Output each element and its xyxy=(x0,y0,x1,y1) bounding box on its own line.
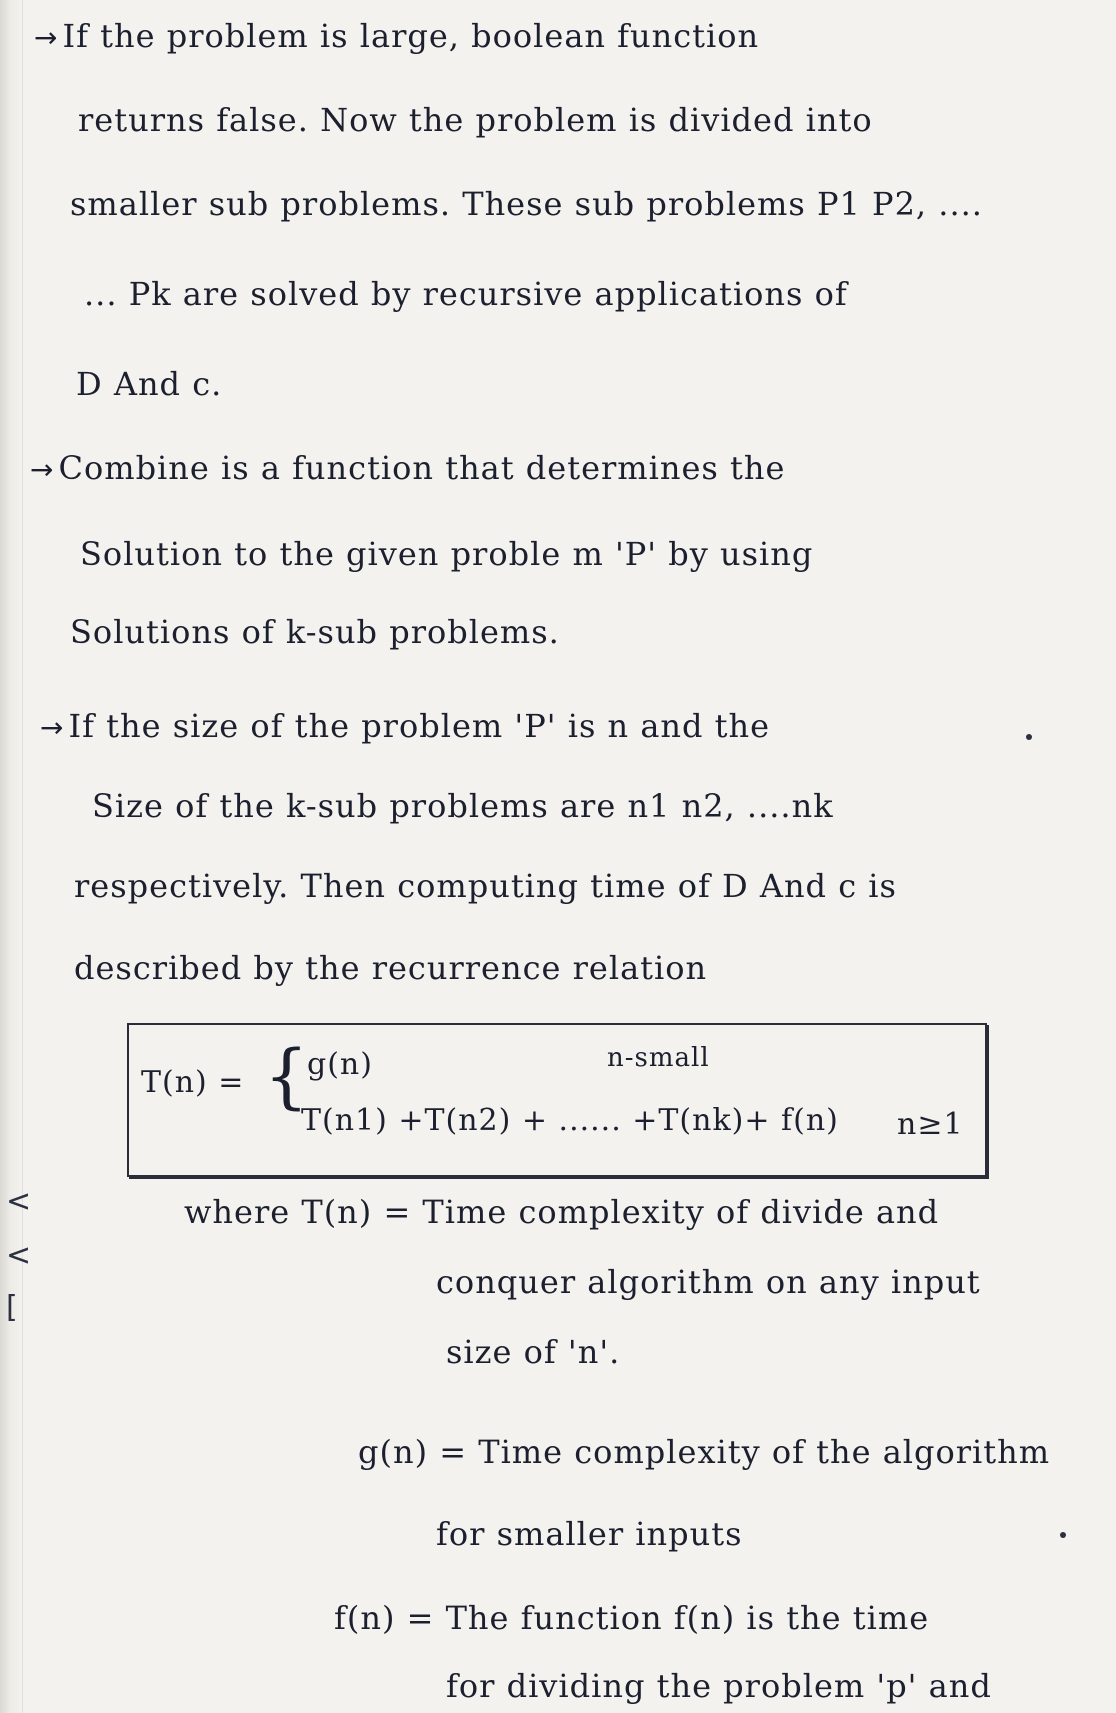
note-line: described by the recurrence relation xyxy=(74,949,708,987)
arrow-icon: → xyxy=(40,711,65,744)
definition-continuation: size of 'n'. xyxy=(446,1333,621,1371)
arrow-icon: → xyxy=(34,21,59,54)
note-line: smaller sub problems. These sub problems P1 P2, .... xyxy=(70,185,983,223)
margin-mark: [ xyxy=(6,1290,18,1325)
case1-expr: g(n) xyxy=(307,1047,373,1082)
ink-dot xyxy=(1060,1532,1066,1538)
case2-expr: T(n1) +T(n2) + ...... +T(nk)+ f(n) xyxy=(301,1103,839,1138)
note-line: D And c. xyxy=(76,365,223,403)
note-line: ... Pk are solved by recursive applications of xyxy=(84,275,848,313)
left-brace: { xyxy=(264,1035,309,1117)
note-line: → If the size of the problem 'P' is n and the xyxy=(40,707,771,745)
note-line: Size of the k-sub problems are n1 n2, ....nk xyxy=(92,787,834,825)
notebook-binding xyxy=(0,0,23,1713)
note-line: Solution to the given proble m 'P' by using xyxy=(80,535,814,573)
margin-mark: < xyxy=(6,1184,32,1219)
margin-mark: < xyxy=(6,1238,32,1273)
definition-line: where T(n) = Time complexity of divide and xyxy=(184,1193,940,1231)
note-line: → Combine is a function that determines the xyxy=(30,449,786,487)
ink-dot xyxy=(1026,734,1032,740)
definition-continuation: for smaller inputs xyxy=(436,1515,743,1553)
note-line: respectively. Then computing time of D And c is xyxy=(74,867,897,905)
recurrence-box xyxy=(127,1023,987,1177)
note-line: → If the problem is large, boolean function xyxy=(34,17,760,55)
note-line: Solutions of k-sub problems. xyxy=(70,613,560,651)
definition-line: f(n) = The function f(n) is the time xyxy=(334,1599,930,1637)
definition-continuation: conquer algorithm on any input xyxy=(436,1263,981,1301)
case2-condition: n≥1 xyxy=(897,1107,964,1142)
case1-condition: n-small xyxy=(607,1043,710,1073)
recurrence-lhs: T(n) = xyxy=(141,1065,245,1100)
arrow-icon: → xyxy=(30,453,55,486)
definition-line: g(n) = Time complexity of the algorithm xyxy=(358,1433,1051,1471)
note-line: returns false. Now the problem is divided into xyxy=(78,101,873,139)
definition-continuation: for dividing the problem 'p' and xyxy=(446,1667,992,1705)
